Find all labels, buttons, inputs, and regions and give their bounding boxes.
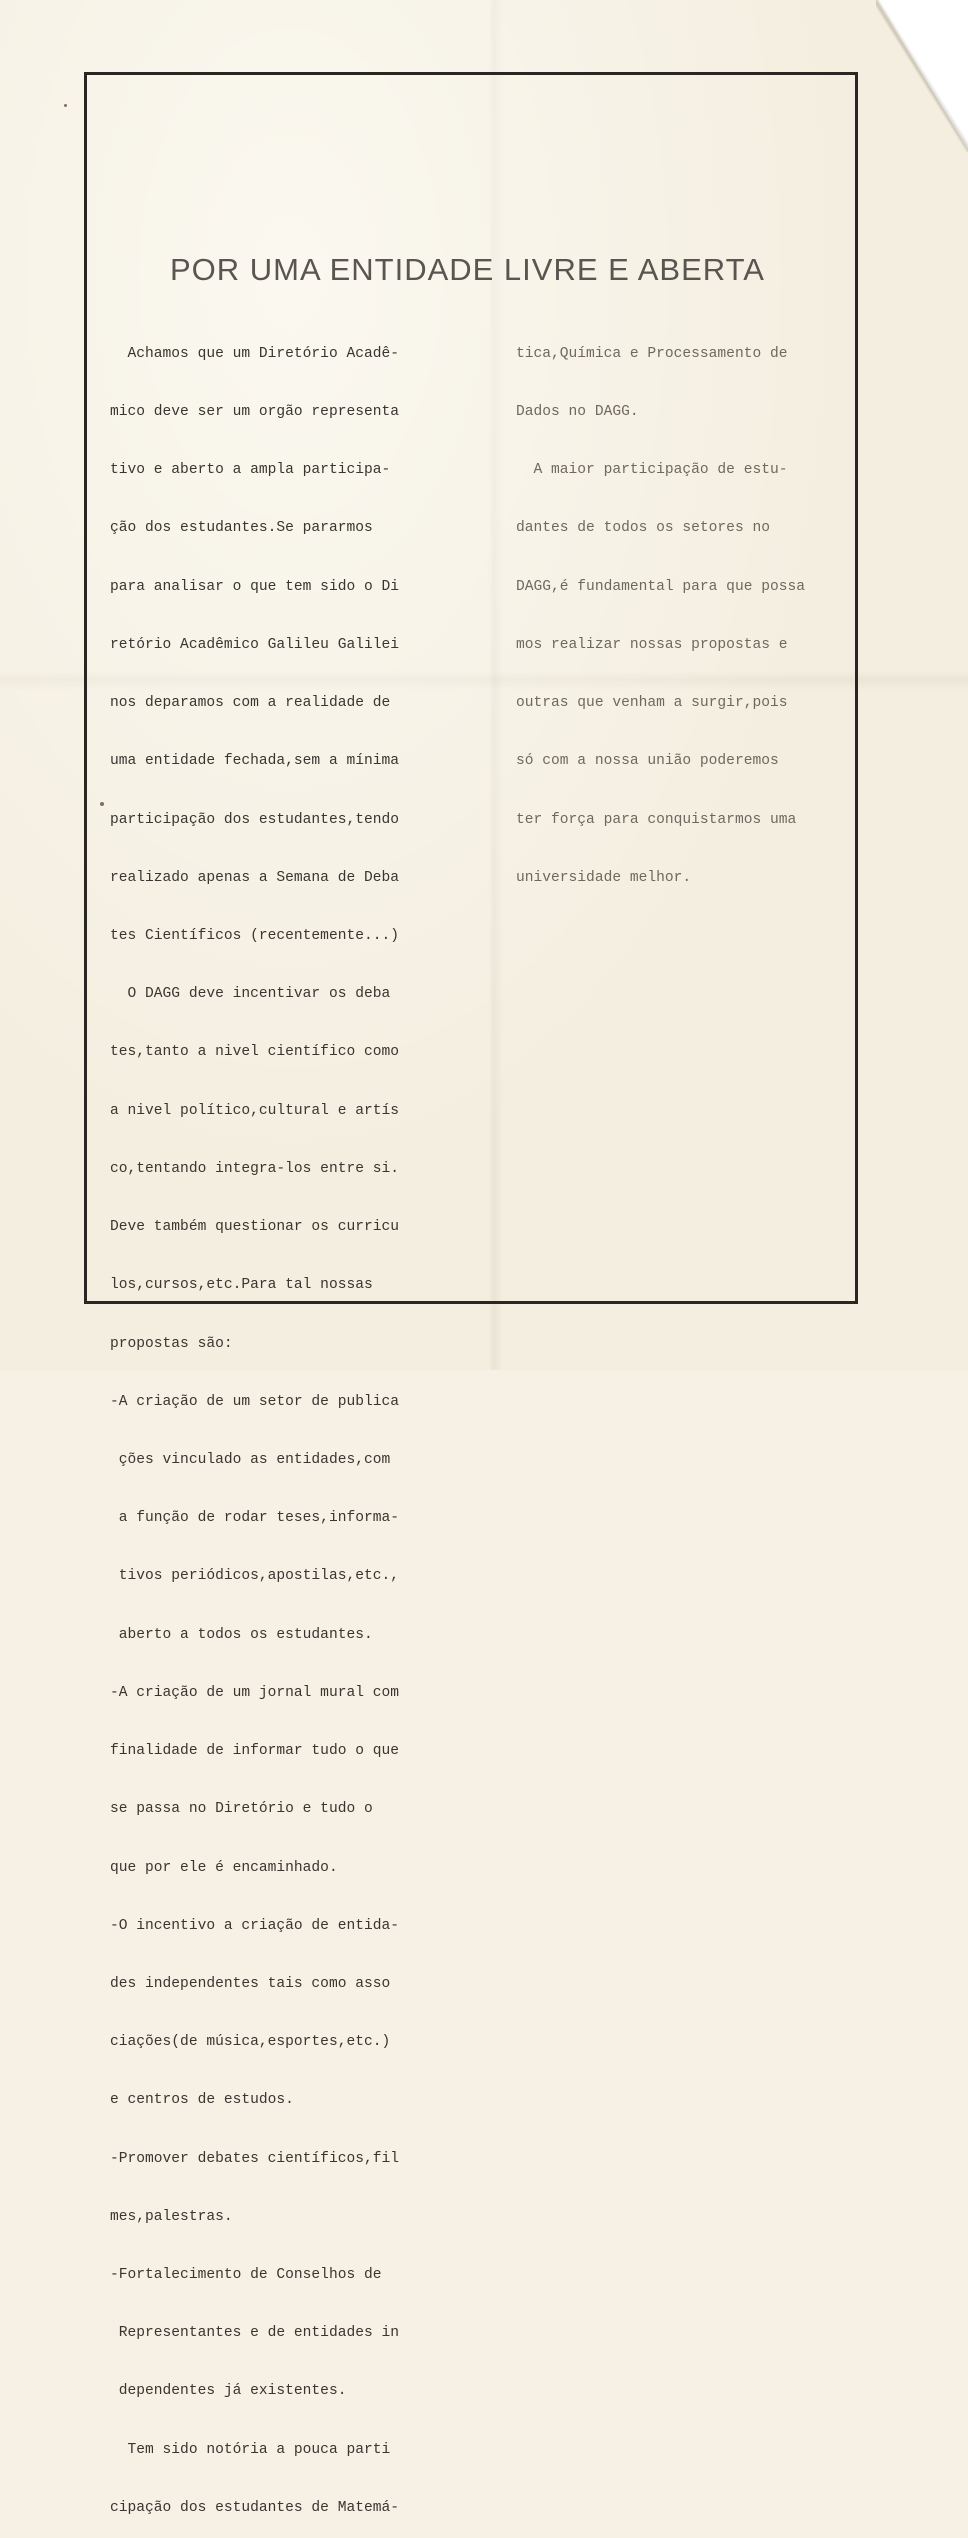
ink-speck <box>100 802 104 806</box>
text-line: a função de rodar teses,informa- <box>110 1510 400 1527</box>
text-line: tes,tanto a nivel científico como <box>110 1044 400 1061</box>
text-line: nos deparamos com a realidade de <box>110 695 391 712</box>
text-line: tivo e aberto a ampla participa- <box>110 462 391 479</box>
text-line: para analisar o que tem sido o Di <box>110 578 400 595</box>
text-line: universidade melhor. <box>516 869 692 886</box>
text-line: ções vinculado as entidades,com <box>110 1451 391 1468</box>
text-line: aberto a todos os estudantes. <box>110 1626 373 1643</box>
text-line: mes,palestras. <box>110 2208 233 2225</box>
text-line: só com a nossa união poderemos <box>516 753 779 770</box>
document-title: POR UMA ENTIDADE LIVRE E ABERTA <box>170 252 765 287</box>
text-line: Tem sido notória a pouca parti <box>110 2441 391 2458</box>
text-line: -Fortalecimento de Conselhos de <box>110 2267 382 2284</box>
text-line: DAGG,é fundamental para que possa <box>516 578 806 595</box>
text-line: finalidade de informar tudo o que <box>110 1743 400 1760</box>
folded-corner-edge <box>876 0 968 152</box>
text-line: -O incentivo a criação de entida- <box>110 1917 400 1934</box>
text-line: Representantes e de entidades in <box>110 2325 400 2342</box>
text-line: propostas são: <box>110 1335 233 1352</box>
text-line: dependentes já existentes. <box>110 2383 347 2400</box>
left-text-column <box>110 306 450 2538</box>
text-line: se passa no Diretório e tudo o <box>110 1801 373 1818</box>
text-line: -A criação de um jornal mural com <box>110 1684 400 1701</box>
text-line: mico deve ser um orgão representa <box>110 404 400 421</box>
text-line: dantes de todos os setores no <box>516 520 770 537</box>
text-line: -Promover debates científicos,fil <box>110 2150 400 2167</box>
text-line: que por ele é encaminhado. <box>110 1859 338 1876</box>
text-line: ciações(de música,esportes,etc.) <box>110 2034 391 2051</box>
text-line: -A criação de um setor de publica <box>110 1393 400 1410</box>
text-line: cipação dos estudantes de Matemá- <box>110 2499 400 2516</box>
text-line: Dados no DAGG. <box>516 404 639 421</box>
text-line: Deve também questionar os curricu <box>110 1219 400 1236</box>
right-text-column <box>516 306 846 908</box>
text-line: co,tentando integra-los entre si. <box>110 1160 400 1177</box>
text-line: Achamos que um Diretório Acadê- <box>110 345 400 362</box>
text-line: A maior participação de estu- <box>516 462 788 479</box>
text-line: outras que venham a surgir,pois <box>516 695 788 712</box>
text-line: ter força para conquistarmos uma <box>516 811 797 828</box>
text-line: mos realizar nossas propostas e <box>516 636 788 653</box>
text-line: tes Científicos (recentemente...) <box>110 928 400 944</box>
text-line: uma entidade fechada,sem a mínima <box>110 753 400 770</box>
ink-speck <box>64 104 67 107</box>
text-line: retório Acadêmico Galileu Galilei <box>110 636 400 653</box>
text-line: los,cursos,etc.Para tal nossas <box>110 1277 373 1294</box>
text-line: tica,Química e Processamento de <box>516 345 788 362</box>
text-line: e centros de estudos. <box>110 2092 294 2109</box>
text-line: ção dos estudantes.Se pararmos <box>110 520 373 537</box>
text-line: O DAGG deve incentivar os deba <box>110 986 391 1003</box>
text-line: a nivel político,cultural e artís <box>110 1102 400 1119</box>
text-line: tivos periódicos,apostilas,etc., <box>110 1568 400 1585</box>
text-line: participação dos estudantes,tendo <box>110 811 400 828</box>
text-line: des independentes tais como asso <box>110 1975 391 1992</box>
text-line: realizado apenas a Semana de Deba <box>110 869 400 886</box>
